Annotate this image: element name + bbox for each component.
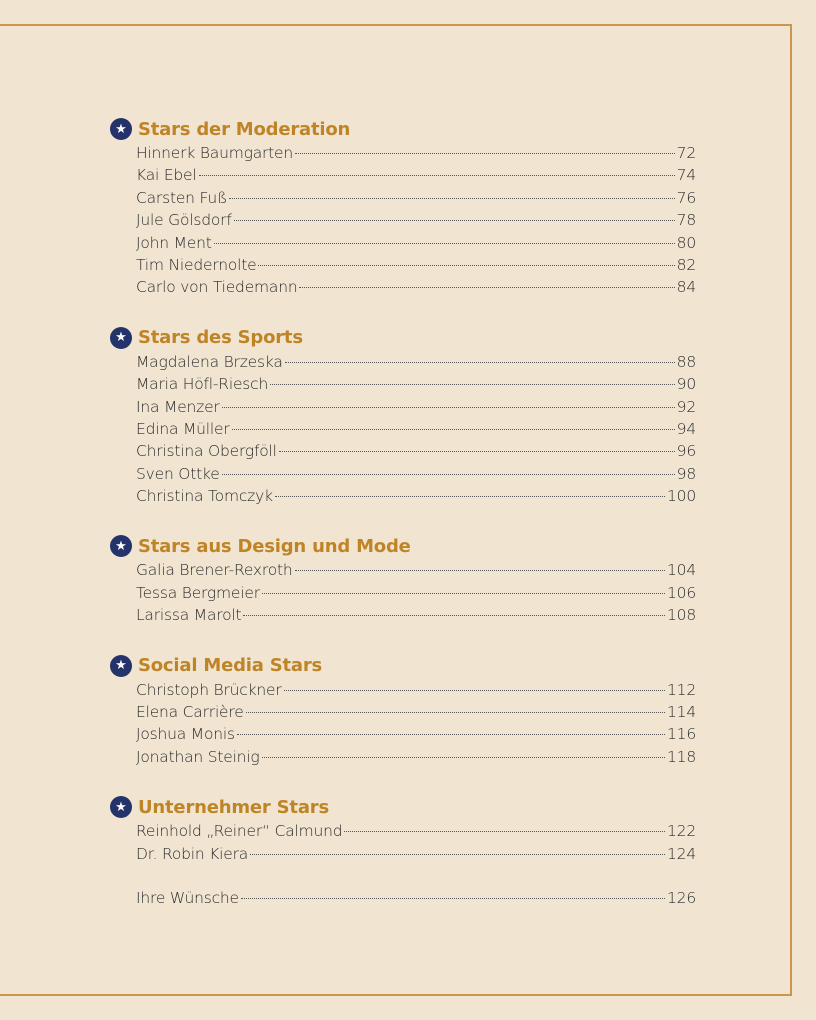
toc-entry-name: Tessa Bergmeier: [136, 583, 260, 602]
toc-entry-page: 100: [667, 487, 696, 506]
toc-entry[interactable]: [136, 375, 696, 397]
star-icon: ★: [110, 118, 132, 140]
toc-entry-name: Tim Niedernolte: [136, 255, 257, 274]
toc-leader-dots: [284, 690, 665, 691]
toc-entry[interactable]: [136, 353, 696, 375]
toc-entry-name: Christina Obergföll: [136, 442, 277, 461]
toc-entry[interactable]: [136, 465, 696, 487]
toc-leader-dots: [295, 153, 675, 154]
toc-leader-dots: [262, 757, 665, 758]
toc-entry-name: Carsten Fuß: [136, 188, 228, 207]
toc-entry-page: 122: [667, 822, 696, 841]
toc-leader-dots: [243, 615, 665, 616]
toc-entry[interactable]: [136, 748, 696, 770]
section-heading: [110, 323, 696, 353]
section-heading: [110, 651, 696, 681]
toc-entry-page: 112: [667, 680, 696, 699]
toc-leader-dots: [222, 474, 675, 475]
toc-leader-dots: [279, 451, 675, 452]
toc-section: [110, 114, 696, 301]
toc-entry-page: 78: [676, 211, 696, 230]
toc-entry[interactable]: [136, 584, 696, 606]
toc-entry[interactable]: [136, 561, 696, 583]
toc-entry-name: Reinhold „Reiner“ Calmund: [136, 822, 343, 841]
toc-entry[interactable]: [136, 681, 696, 703]
toc-entry[interactable]: [136, 278, 696, 300]
toc-leader-dots: [262, 593, 665, 594]
toc-entry-name: John Ment: [136, 233, 212, 252]
toc-leader-dots: [237, 734, 665, 735]
star-icon: ★: [110, 327, 132, 349]
toc-leader-dots: [275, 496, 665, 497]
table-of-contents: [110, 114, 696, 911]
toc-entry[interactable]: [136, 144, 696, 166]
toc-leader-dots: [214, 243, 675, 244]
toc-extra: [110, 889, 696, 911]
toc-entry[interactable]: [136, 256, 696, 278]
section-title: Social Media Stars: [138, 655, 323, 677]
toc-entry-page: 108: [667, 606, 696, 625]
toc-entry-name: Kai Ebel: [136, 166, 197, 185]
toc-leader-dots: [232, 429, 675, 430]
toc-entry-page: 126: [667, 888, 696, 907]
star-icon: ★: [110, 796, 132, 818]
toc-entry-page: 116: [667, 725, 696, 744]
toc-entry-page: 98: [676, 464, 696, 483]
toc-entry-list: [110, 144, 696, 301]
toc-leader-dots: [229, 198, 674, 199]
section-heading: [110, 114, 696, 144]
toc-entry[interactable]: [136, 822, 696, 844]
section-heading: [110, 531, 696, 561]
toc-leader-dots: [241, 898, 665, 899]
toc-leader-dots: [285, 362, 675, 363]
toc-entry-list: [110, 681, 696, 771]
toc-entry-page: 106: [667, 583, 696, 602]
toc-entry[interactable]: [136, 703, 696, 725]
toc-entry-name: Carlo von Tiedemann: [136, 278, 298, 297]
toc-leader-dots: [246, 712, 665, 713]
toc-entry-page: 82: [676, 255, 696, 274]
toc-entry-page: 96: [676, 442, 696, 461]
toc-section: [110, 792, 696, 867]
toc-section: [110, 651, 696, 771]
section-title: Stars der Moderation: [138, 118, 351, 140]
toc-entry-name: Christina Tomczyk: [136, 487, 273, 506]
toc-leader-dots: [299, 287, 674, 288]
toc-entry-page: 94: [676, 419, 696, 438]
toc-sections: [110, 114, 696, 867]
toc-entry-name: Edina Müller: [136, 419, 230, 438]
toc-entry-name: Hinnerk Baumgarten: [136, 144, 294, 162]
star-icon: ★: [110, 535, 132, 557]
toc-entry[interactable]: [136, 234, 696, 256]
toc-entry-page: 74: [676, 166, 696, 185]
section-heading: [110, 792, 696, 822]
toc-leader-dots: [344, 831, 665, 832]
toc-entry-list: [110, 353, 696, 510]
toc-leader-dots: [270, 384, 675, 385]
toc-entry[interactable]: [136, 845, 696, 867]
toc-entry-page: 80: [676, 233, 696, 252]
toc-entry-name: Larissa Marolt: [136, 606, 242, 625]
toc-entry-page: 90: [676, 375, 696, 394]
toc-entry-page: 76: [676, 188, 696, 207]
toc-leader-dots: [258, 265, 674, 266]
toc-entry-name: Christoph Brückner: [136, 680, 282, 699]
toc-entry-list: [110, 822, 696, 867]
toc-entry-name: Dr. Robin Kiera: [136, 844, 249, 863]
toc-entry-page: 88: [676, 352, 696, 371]
section-title: Unternehmer Stars: [138, 796, 329, 818]
toc-entry[interactable]: [136, 398, 696, 420]
toc-entry-page: 92: [676, 397, 696, 416]
toc-entry[interactable]: [136, 189, 696, 211]
toc-leader-dots: [295, 570, 665, 571]
toc-entry-name: Ina Menzer: [136, 397, 220, 416]
section-title: Stars des Sports: [138, 327, 303, 349]
toc-leader-dots: [250, 854, 665, 855]
toc-leader-dots: [199, 175, 675, 176]
toc-entry[interactable]: [136, 487, 696, 509]
toc-entry-list: [110, 561, 696, 628]
toc-entry-name: Elena Carrière: [136, 703, 244, 722]
toc-entry-name: Sven Ottke: [136, 464, 220, 483]
toc-entry[interactable]: [136, 725, 696, 747]
toc-entry[interactable]: [136, 606, 696, 628]
toc-entry[interactable]: [136, 420, 696, 442]
toc-entry-page: 114: [667, 703, 696, 722]
toc-section: [110, 323, 696, 510]
toc-entry-page: 118: [667, 747, 696, 766]
toc-leader-dots: [222, 407, 675, 408]
toc-entry-name: Maria Höfl-Riesch: [136, 375, 269, 394]
toc-leader-dots: [234, 220, 675, 221]
toc-entry-page: 104: [667, 561, 696, 580]
toc-entry-page: 124: [667, 844, 696, 863]
toc-entry-name: Ihre Wünsche: [136, 888, 239, 907]
toc-entry-page: 72: [676, 144, 696, 162]
toc-entry[interactable]: [136, 166, 696, 188]
section-title: Stars aus Design und Mode: [138, 535, 411, 557]
toc-entry-name: Jule Gölsdorf: [136, 211, 232, 230]
toc-section: [110, 531, 696, 628]
toc-entry-name: Jonathan Steinig: [136, 747, 260, 766]
toc-entry-extra[interactable]: [136, 889, 696, 911]
toc-entry-name: Joshua Monis: [136, 725, 235, 744]
toc-entry[interactable]: [136, 211, 696, 233]
toc-entry-name: Galia Brener-Rexroth: [136, 561, 293, 580]
star-icon: ★: [110, 655, 132, 677]
toc-entry[interactable]: [136, 442, 696, 464]
toc-entry-name: Magdalena Brzeska: [136, 352, 283, 371]
toc-entry-page: 84: [676, 278, 696, 297]
